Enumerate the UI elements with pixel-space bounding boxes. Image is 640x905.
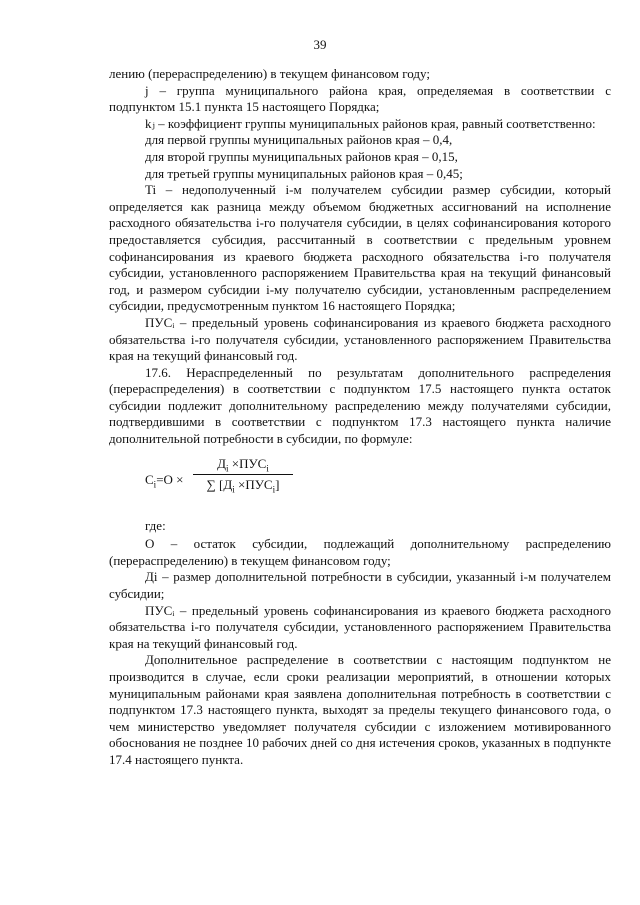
paragraph: лению (перераспределению) в текущем финансовом году; [109, 66, 430, 81]
paragraph: для третьей группы муниципальных районов края – 0,45; [145, 165, 463, 181]
paragraph: kⱼ – коэффициент группы муниципальных районов края, равный соответственно: [145, 115, 596, 131]
paragraph: Ti – недополученный i-м получателем субсидии размер субсидии, который определяется как разница между объемом бюджетных ассигнований на исполнение расходного обязательства i-го получателя субсидии, в целях софинансирования которого предоставляется субсидия, рассчитанный в соответствии с предельным уровнем софинансирования из краевого бюджета расходного обязательства i-го получателя субсидии, установленного распоряжением Правительства края на текущий финансовый год, и размером субсидии i-му получателю субсидии, установленным распределением субсидии, предусмотренным пунктом 16 настоящего Порядка; [109, 182, 611, 314]
formula-fraction [193, 456, 293, 494]
paragraph: 17.6. Нераспределенный по результатам дополнительного распределения (перераспределения) в соответствии с подпунктом 17.5 настоящего пункта остаток субсидии подлежит дополнительному распределению между получателями субсидии, подтвердившими в соответствии с подпунктом 17.3 настоящего пункта наличие дополнительной потребности в субсидии, по формуле: [109, 364, 611, 447]
formula-lhs: $C_i=O$ × [145, 471, 184, 490]
paragraph: О – остаток субсидии, подлежащий дополнительному распределению (перераспределению) в текущем финансовом году; [109, 536, 611, 568]
paragraphs-top [109, 66, 611, 448]
formula-numerator: $Д_i \times ПУС_i$ [217, 455, 269, 474]
paragraphs-bottom [109, 518, 611, 769]
document-body [109, 66, 611, 769]
paragraph: ПУСᵢ – предельный уровень софинансирования из краевого бюджета расходного обязательства i-го получателя субсидии, установленного распоряжением Правительства края на текущий финансовый год. [109, 314, 611, 364]
formula [109, 456, 611, 512]
paragraph: для второй группы муниципальных районов края – 0,15, [145, 148, 458, 164]
paragraph: Дi – размер дополнительной потребности в субсидии, указанный i-м получателем субсидии; [109, 569, 611, 602]
paragraph: где: [145, 517, 166, 533]
formula-denominator: ∑ $[Д_i \times ПУС_i]$ [206, 477, 280, 495]
paragraph: j – группа муниципального района края, определяемая в соответствии с подпунктом 15.1 пункта 15 настоящего Порядка; [109, 82, 611, 115]
paragraph: ПУСᵢ – предельный уровень софинансирования из краевого бюджета расходного обязательства i-го получателя субсидии, установленного распоряжением Правительства края на текущий финансовый год. [109, 602, 611, 651]
paragraph: Дополнительное распределение в соответствии с настоящим подпунктом не производится в случае, если сроки реализации мероприятий, в отношении которых муниципальным районами края заявлена дополнительная потребность в соответствии с подпунктом 17.3 настоящего пункта, выходят за пределы текущего финансового года, о чем министерство уведомляет получателя субсидии с изложением мотивированного обоснования не позднее 10 рабочих дней со дня истечения сроков, указанных в подпункте 17.4 настоящего пункта. [109, 652, 611, 767]
paragraph: для первой группы муниципальных районов края – 0,4, [145, 132, 453, 148]
page-number: 39 [313, 37, 327, 52]
